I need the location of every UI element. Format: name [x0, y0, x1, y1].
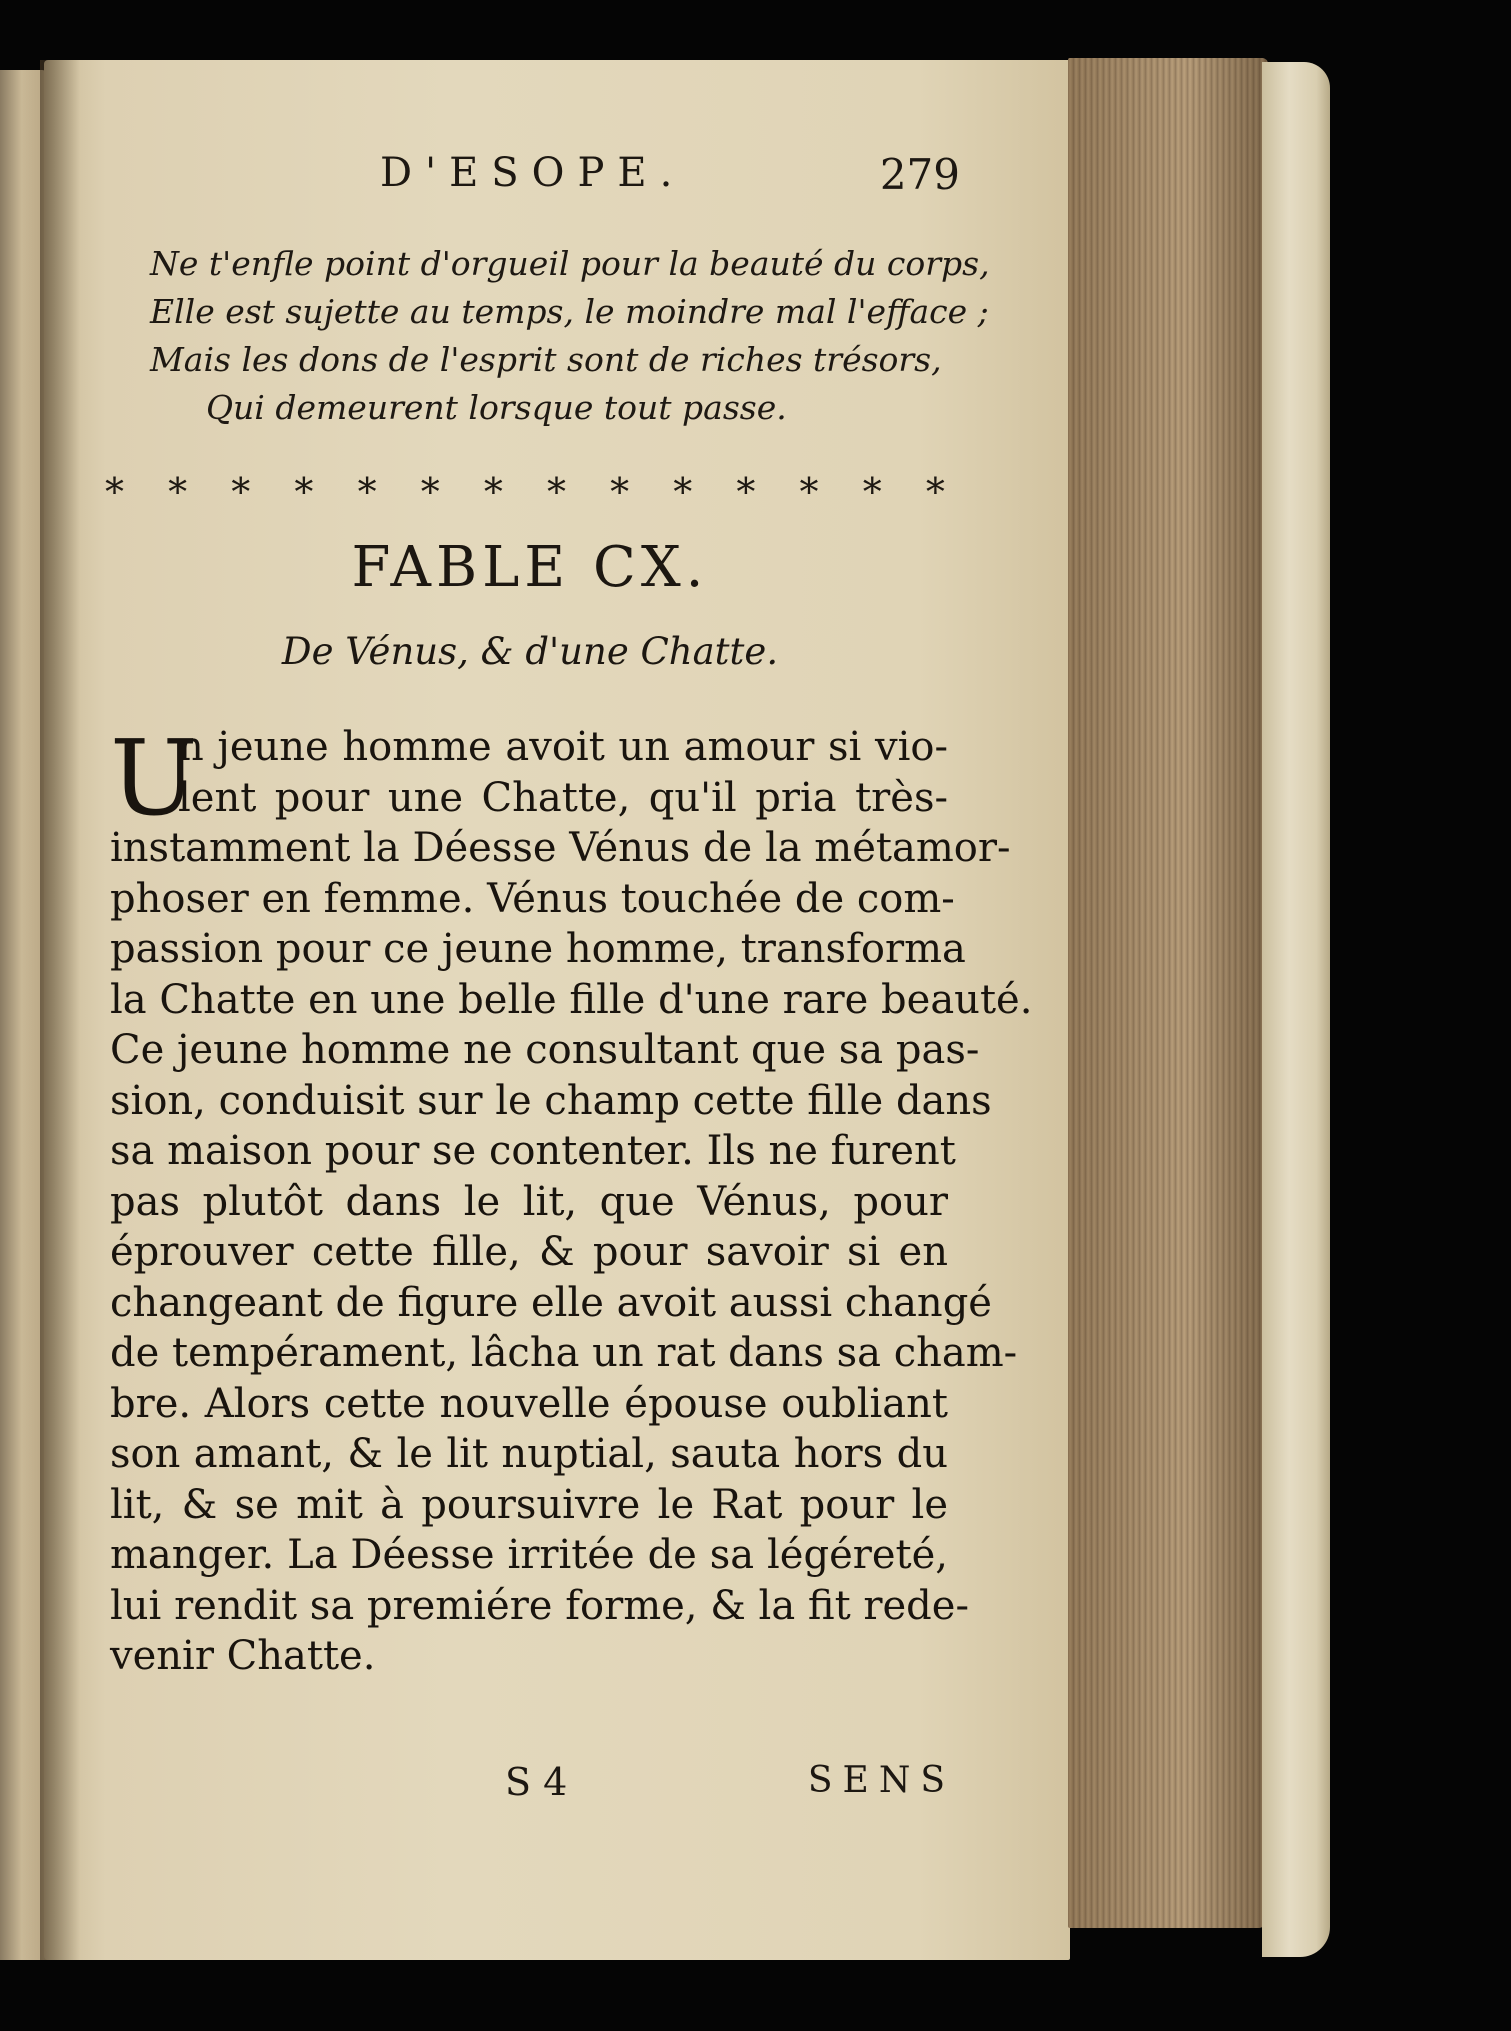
star-ornament: * — [799, 470, 819, 514]
body-line: n jeune homme avoit un amour si vio- — [178, 724, 948, 770]
verse-line: Ne t'enfle point d'orgueil pour la beauté du corps, — [150, 244, 990, 283]
body-line: lui rendit sa premiére forme, & la fit rede- — [110, 1582, 969, 1629]
drop-cap-lines — [110, 722, 948, 823]
body-line: lit, & se mit à poursuivre le Rat pour le — [110, 1481, 948, 1528]
body-line: bre. Alors cette nouvelle épouse oubliant — [110, 1380, 948, 1427]
star-ornament: * — [357, 470, 377, 514]
gutter-shadow — [40, 60, 80, 1960]
star-ornament: * — [420, 470, 440, 514]
body-line: changeant de figure elle avoit aussi changé — [110, 1279, 992, 1326]
verse-line: Mais les dons de l'esprit sont de riches trésors, — [150, 340, 942, 379]
body-line: de tempérament, lâcha un rat dans sa cham- — [110, 1330, 1018, 1376]
fore-edge-shading — [1068, 58, 1268, 1928]
star-ornament: * — [294, 470, 314, 514]
body-line: la Chatte en une belle fille d'une rare beauté. — [110, 976, 1033, 1023]
body-line: instamment la Déesse Vénus de la métamor- — [110, 825, 1011, 871]
star-ornament: * — [673, 470, 693, 514]
drop-cap: U — [110, 717, 198, 839]
star-ornament: * — [483, 470, 503, 514]
body-line: passion pour ce jeune homme, transforma — [110, 926, 966, 972]
star-ornament: * — [231, 470, 251, 514]
body-line: venir Chatte. — [110, 1633, 376, 1679]
star-ornament: * — [610, 470, 630, 514]
star-ornament: * — [925, 470, 945, 514]
verse-line: Elle est sujette au temps, le moindre mal l'efface ; — [150, 292, 989, 331]
catchword: SENS — [807, 1760, 955, 1801]
body-line: Ce jeune homme ne consultant que sa pas- — [110, 1027, 980, 1073]
fable-title: FABLE CX. — [351, 535, 709, 600]
page-number: 279 — [879, 150, 960, 199]
body-line: pas plutôt dans le lit, que Vénus, pour — [110, 1178, 948, 1225]
page-footer — [505, 1760, 955, 1820]
body-line: son amant, & le lit nuptial, sauta hors du — [110, 1431, 948, 1477]
star-ornament-row — [105, 470, 945, 520]
body-line: phoser en femme. Vénus touchée de com- — [110, 875, 955, 922]
running-title: D'ESOPE. — [380, 150, 686, 196]
fable-body — [110, 717, 1033, 1682]
body-line: sa maison pour se contenter. Ils ne furent — [110, 1128, 956, 1174]
star-ornament: * — [168, 470, 188, 514]
body-line: lent pour une Chatte, qu'il pria très- — [178, 774, 948, 821]
star-ornament: * — [546, 470, 566, 514]
vellum-cover — [1262, 62, 1330, 1957]
star-ornament: * — [105, 470, 124, 514]
verse-block — [150, 240, 990, 432]
star-ornament: * — [736, 470, 756, 514]
body-line: éprouver cette fille, & pour savoir si en — [110, 1229, 948, 1275]
fable-subtitle: De Vénus, & d'une Chatte. — [281, 630, 779, 673]
body-line: manger. La Déesse irritée de sa légéreté, — [110, 1532, 948, 1578]
body-line: sion, conduisit sur le champ cette fille dans — [110, 1077, 992, 1124]
signature-mark: S 4 — [505, 1760, 568, 1804]
star-ornament: * — [862, 470, 882, 514]
page-header — [380, 150, 960, 210]
verse-line: Qui demeurent lorsque tout passe. — [206, 388, 787, 427]
